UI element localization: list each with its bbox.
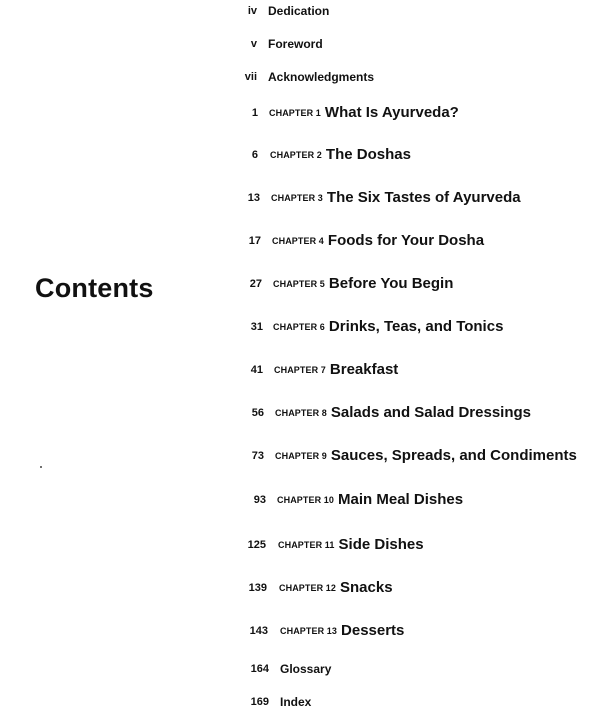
page-number: v <box>250 38 257 50</box>
chapter-label: CHAPTER 7 <box>274 365 326 375</box>
page-number: vii <box>244 71 257 83</box>
entry-title: Dedication <box>268 4 330 18</box>
toc-entry-chapter-4 <box>0 231 600 255</box>
entry-title: Acknowledgments <box>268 70 375 84</box>
toc-entry-chapter-6 <box>0 317 600 341</box>
entry-title <box>279 578 393 598</box>
page-number: iv <box>247 5 257 17</box>
chapter-label: CHAPTER 8 <box>275 408 327 418</box>
chapter-title: Drinks, Teas, and Tonics <box>328 318 504 335</box>
chapter-label: CHAPTER 12 <box>279 583 337 593</box>
entry-title <box>275 446 577 466</box>
entry-title <box>269 103 459 123</box>
toc-entry-chapter-11 <box>0 535 600 559</box>
entry-title <box>275 403 531 423</box>
toc-entry-chapter-3 <box>0 188 600 212</box>
page-number: 164 <box>250 663 269 675</box>
entry-title <box>280 621 404 641</box>
chapter-label: CHAPTER 2 <box>270 150 322 160</box>
page-number: 31 <box>250 321 263 333</box>
chapter-label: CHAPTER 1 <box>269 108 321 118</box>
entry-title <box>274 360 398 380</box>
chapter-title: Desserts <box>341 622 405 639</box>
page-number: 13 <box>247 192 260 204</box>
page-number: 17 <box>248 235 261 247</box>
page-number: 139 <box>248 582 267 594</box>
toc-entry-foreword <box>0 34 600 58</box>
page-number: 27 <box>249 278 262 290</box>
page-number: 6 <box>251 149 258 161</box>
entry-title <box>277 490 463 510</box>
toc-entry-chapter-12 <box>0 578 600 602</box>
entry-title <box>270 145 411 165</box>
page-number: 73 <box>251 450 264 462</box>
chapter-title: Main Meal Dishes <box>338 491 464 508</box>
chapter-title: What Is Ayurveda? <box>324 104 459 121</box>
page-number: 125 <box>247 539 266 551</box>
contents-heading: Contents <box>35 273 154 303</box>
page-number: 169 <box>250 696 269 708</box>
chapter-label: CHAPTER 4 <box>272 236 324 246</box>
toc-entry-chapter-1 <box>0 103 600 127</box>
entry-title <box>272 231 484 251</box>
entry-title: Glossary <box>280 662 332 676</box>
entry-title <box>273 274 453 294</box>
entry-title <box>273 317 503 337</box>
entry-title: Foreword <box>268 37 323 51</box>
chapter-title: The Doshas <box>325 146 411 163</box>
chapter-label: CHAPTER 5 <box>273 279 325 289</box>
toc-entry-chapter-13 <box>0 621 600 645</box>
toc-entry-chapter-9 <box>0 446 600 470</box>
toc-entry-chapter-10 <box>0 490 600 514</box>
chapter-title: Sauces, Spreads, and Condiments <box>330 447 577 464</box>
toc-entry-chapter-2 <box>0 145 600 169</box>
page-number: 1 <box>251 107 258 119</box>
page-number: 143 <box>249 625 268 637</box>
page-number: 56 <box>251 407 264 419</box>
toc-entry-chapter-5 <box>0 274 600 298</box>
chapter-label: CHAPTER 10 <box>277 495 335 505</box>
chapter-title: Breakfast <box>329 361 399 378</box>
toc-entry-chapter-7 <box>0 360 600 384</box>
toc-entry-chapter-8 <box>0 403 600 427</box>
chapter-title: Snacks <box>340 579 393 596</box>
chapter-label: CHAPTER 9 <box>275 451 327 461</box>
toc-entry-acknowledgments <box>0 67 600 91</box>
entry-title: Index <box>280 695 312 709</box>
toc-entry-dedication <box>0 1 600 25</box>
entry-title <box>271 188 521 208</box>
chapter-label: CHAPTER 3 <box>271 193 323 203</box>
page-number: 93 <box>253 494 266 506</box>
toc-entry-index <box>0 692 600 716</box>
chapter-label: CHAPTER 13 <box>280 626 338 636</box>
chapter-title: Side Dishes <box>338 536 424 553</box>
chapter-title: Before You Begin <box>328 275 454 292</box>
chapter-title: The Six Tastes of Ayurveda <box>326 189 521 206</box>
page-number: 41 <box>250 364 263 376</box>
chapter-title: Salads and Salad Dressings <box>330 404 532 421</box>
toc-entry-glossary <box>0 659 600 683</box>
chapter-label: CHAPTER 11 <box>278 540 335 550</box>
entry-title <box>278 535 424 555</box>
chapter-title: Foods for Your Dosha <box>327 232 485 249</box>
chapter-label: CHAPTER 6 <box>273 322 325 332</box>
